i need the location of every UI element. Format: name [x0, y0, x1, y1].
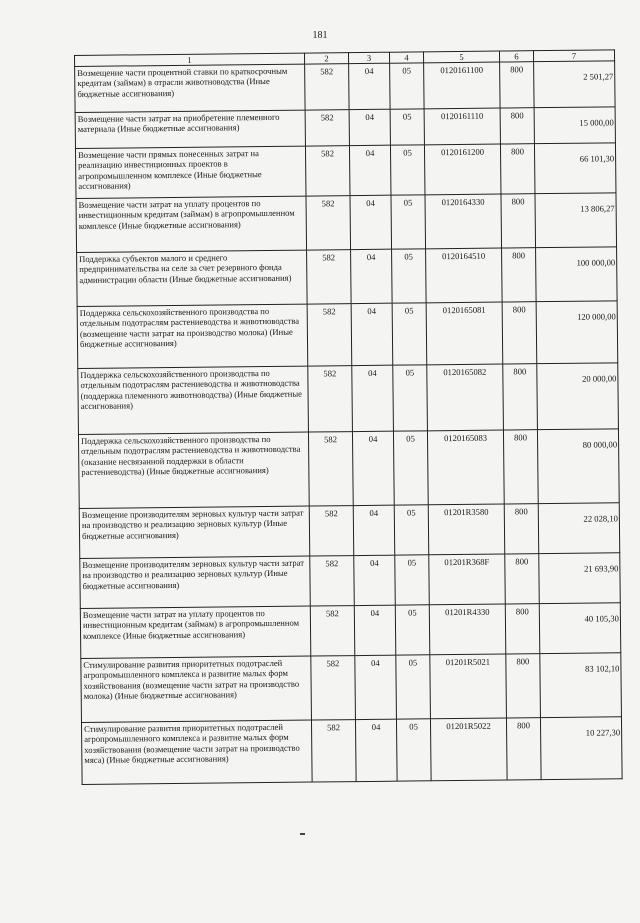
- cell-ministry-code: 582: [307, 250, 352, 304]
- column-header: 6: [499, 51, 533, 62]
- row-description: Возмещение части прямых понесенных затрат на реализацию инвестиционных проектов в агропромышленном комплексе (Иные бюджетные ассигнования): [75, 146, 306, 198]
- table-row: [78, 363, 619, 435]
- cell-ministry-code: 582: [311, 720, 356, 782]
- cell-amount: 21 693,90: [539, 553, 621, 604]
- cell-amount: 40 105,30: [539, 603, 621, 654]
- cell-target-article: 0120164330: [425, 194, 502, 249]
- scan-artifact-mark: [300, 833, 305, 835]
- table-row: [77, 247, 618, 307]
- cell-amount: 15 000,00: [534, 107, 615, 144]
- table-row: [81, 653, 622, 723]
- cell-section: 04: [351, 303, 393, 365]
- cell-subsection: 05: [390, 145, 425, 195]
- cell-subsection: 05: [395, 605, 430, 655]
- table-row: [80, 553, 620, 609]
- cell-expense-type: 800: [500, 144, 535, 194]
- row-description: Поддержка сельскохозяйственного производства по отдельным подотраслям растениеводства и животноводства (возмещение части затрат на производство молока) (Иные бюджетные ассигнования): [77, 304, 308, 368]
- cell-ministry-code: 582: [306, 196, 351, 250]
- table-row: [76, 193, 617, 253]
- cell-section: 04: [354, 555, 396, 605]
- cell-section: 04: [354, 605, 396, 655]
- cell-subsection: 05: [394, 505, 429, 555]
- cell-amount: 80 000,00: [537, 429, 619, 504]
- row-description: Поддержка сельскохозяйственного производства по отдельным подотраслям растениеводства и животноводства (поддержка племенного животноводства) (Иные бюджетные ассигнования): [78, 366, 309, 434]
- cell-subsection: 05: [390, 109, 424, 145]
- cell-section: 04: [355, 655, 397, 719]
- cell-section: 04: [352, 365, 394, 431]
- cell-section: 04: [350, 195, 392, 249]
- column-header: 5: [423, 51, 499, 63]
- row-description: Возмещение производителям зерновых культур части затрат на производство и реализацию зерновых культур (Иные бюджетные ассигнования): [80, 556, 311, 608]
- cell-expense-type: 800: [506, 654, 541, 718]
- cell-expense-type: 800: [503, 364, 538, 430]
- row-description: Поддержка субъектов малого и среднего предпринимательства на селе за счет резервного фонда администрации области (Иные бюджетные ассигнования): [77, 250, 308, 306]
- table-row: [78, 429, 619, 509]
- cell-subsection: 05: [395, 555, 430, 605]
- table-row: [77, 301, 618, 369]
- cell-amount: 2 501,27: [534, 61, 615, 108]
- cell-section: 04: [353, 505, 395, 555]
- cell-section: 04: [351, 249, 393, 303]
- row-description: Стимулирование развития приоритетных подотраслей агропромышленного комплекса и развитие малых форм хозяйствования (возмещение части затрат на производство мяса) (Иные бюджетные ассигнования): [81, 720, 312, 784]
- cell-target-article: 0120164510: [426, 248, 503, 303]
- cell-ministry-code: 582: [305, 110, 349, 146]
- cell-amount: 10 227,30: [540, 717, 622, 780]
- column-header: 4: [389, 52, 423, 63]
- cell-expense-type: 800: [502, 302, 537, 364]
- cell-amount: 66 101,30: [534, 143, 616, 194]
- cell-amount: 20 000,00: [537, 363, 619, 430]
- cell-expense-type: 800: [501, 194, 536, 248]
- cell-target-article: 01201R4330: [429, 604, 506, 655]
- cell-subsection: 05: [392, 303, 427, 365]
- row-description: Возмещение части затрат на уплату процентов по инвестиционным кредитам (займам) в агропромышленном комплексе (Иные бюджетные ассигнования): [76, 196, 307, 252]
- column-header: 7: [533, 50, 614, 62]
- cell-subsection: 05: [393, 365, 428, 431]
- cell-amount: 120 000,00: [536, 301, 618, 364]
- table-row: [75, 61, 615, 113]
- row-description: Возмещение части затрат на приобретение племенного материала (Иные бюджетные ассигнования): [75, 110, 305, 148]
- cell-expense-type: 800: [505, 604, 540, 654]
- cell-subsection: 05: [392, 249, 427, 303]
- cell-target-article: 01201R5021: [430, 654, 507, 719]
- cell-target-article: 0120165083: [427, 430, 504, 505]
- cell-ministry-code: 582: [307, 304, 352, 366]
- cell-ministry-code: 582: [311, 656, 356, 720]
- cell-target-article: 01201R3580: [428, 504, 505, 555]
- cell-section: 04: [352, 431, 394, 505]
- cell-ministry-code: 582: [308, 432, 353, 506]
- cell-amount: 100 000,00: [536, 247, 618, 302]
- cell-section: 04: [349, 145, 391, 195]
- cell-expense-type: 800: [502, 248, 537, 302]
- cell-target-article: 0120161200: [424, 144, 501, 195]
- cell-ministry-code: 582: [309, 506, 354, 556]
- cell-amount: 83 102,10: [540, 653, 622, 718]
- cell-amount: 22 028,10: [538, 503, 620, 554]
- cell-expense-type: 800: [505, 554, 540, 604]
- column-header: 2: [304, 53, 348, 64]
- cell-ministry-code: 582: [310, 556, 355, 606]
- table-row: [80, 603, 620, 659]
- cell-subsection: 05: [390, 63, 424, 109]
- cell-subsection: 05: [396, 719, 431, 781]
- cell-expense-type: 800: [500, 62, 534, 108]
- cell-ministry-code: 582: [308, 366, 353, 432]
- row-description: Возмещение части процентной ставки по краткосрочным кредитам (займам) в отрасли животноводства (Иные бюджетные ассигнования): [75, 64, 305, 112]
- table-row: [81, 717, 622, 785]
- row-description: Стимулирование развития приоритетных подотраслей агропромышленного комплекса и развитие малых форм хозяйствования (возмещение части затрат на производство молока) (Иные бюджетные ассигнования): [81, 656, 312, 722]
- cell-expense-type: 800: [504, 504, 539, 554]
- row-description: Возмещение части затрат на уплату процентов по инвестиционным кредитам (займам) в агропромышленном комплексе (Иные бюджетные ассигнования): [80, 606, 311, 658]
- cell-target-article: 01201R5022: [430, 718, 507, 781]
- column-header: 1: [75, 53, 305, 66]
- table-row: [79, 503, 619, 559]
- cell-ministry-code: 582: [305, 64, 349, 110]
- cell-ministry-code: 582: [310, 606, 355, 656]
- cell-expense-type: 800: [506, 718, 541, 780]
- cell-target-article: 0120165081: [426, 302, 503, 365]
- cell-subsection: 05: [396, 655, 431, 719]
- cell-target-article: 0120165082: [427, 364, 504, 431]
- budget-table-wrapper: [74, 49, 622, 785]
- cell-target-article: 01201R368F: [429, 554, 506, 605]
- table-row: [75, 143, 615, 199]
- cell-target-article: 0120161110: [424, 108, 500, 145]
- cell-expense-type: 800: [500, 108, 534, 144]
- cell-section: 04: [355, 719, 397, 781]
- cell-section: 04: [349, 109, 390, 145]
- cell-subsection: 05: [391, 195, 426, 249]
- budget-table: [74, 49, 623, 785]
- page-number: 181: [312, 30, 328, 41]
- cell-section: 04: [349, 63, 390, 109]
- column-header: 3: [348, 52, 389, 63]
- cell-target-article: 0120161100: [424, 62, 500, 109]
- cell-subsection: 05: [393, 431, 428, 505]
- row-description: Возмещение производителям зерновых культур части затрат на производство и реализацию зерновых культур (Иные бюджетные ассигнования): [79, 506, 310, 558]
- table-row: [75, 107, 615, 149]
- cell-expense-type: 800: [503, 430, 538, 504]
- cell-amount: 13 806,27: [535, 193, 617, 248]
- row-description: Поддержка сельскохозяйственного производства по отдельным подотраслям растениеводства и животноводства (оказание несвязанной поддержки в области растениеводства) (Иные бюджетные ассигнования): [78, 432, 309, 508]
- cell-ministry-code: 582: [305, 146, 350, 196]
